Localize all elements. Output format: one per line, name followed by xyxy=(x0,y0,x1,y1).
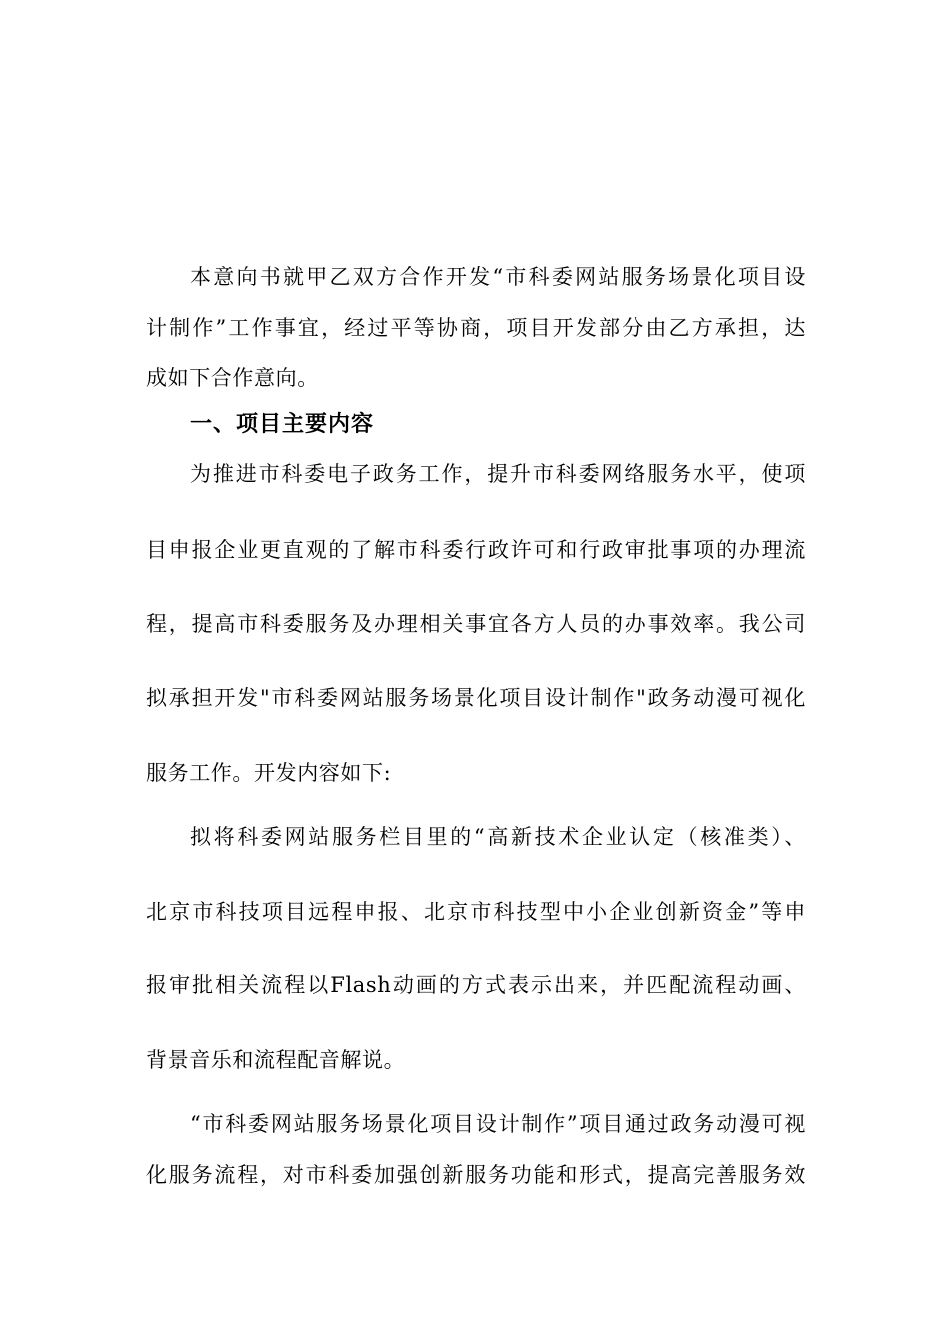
section-heading: 一、项目主要内容 xyxy=(190,412,375,437)
para2-line-1: 拟将科委网站服务栏目里的“高新技术企业认定（核准类）、 xyxy=(190,825,806,849)
para2-line-2: 北京市科技项目远程申报、北京市科技型中小企业创新资金”等申 xyxy=(146,900,806,924)
para3-line-1: “市科委网站服务场景化项目设计制作”项目通过政务动漫可视 xyxy=(190,1112,806,1136)
para1-line-3: 程，提高市科委服务及办理相关事宜各方人员的办事效率。我公司 xyxy=(146,612,806,636)
intro-line-1: 本意向书就甲乙双方合作开发“市科委网站服务场景化项目设 xyxy=(190,265,806,289)
para2-line-4: 背景音乐和流程配音解说。 xyxy=(146,1048,406,1072)
para2-line-3: 报审批相关流程以Flash动画的方式表示出来，并匹配流程动画、 xyxy=(146,973,806,997)
intro-line-2: 计制作”工作事宜，经过平等协商，项目开发部分由乙方承担，达 xyxy=(146,316,806,340)
intro-line-3: 成如下合作意向。 xyxy=(146,366,319,390)
para3-line-2: 化服务流程，对市科委加强创新服务功能和形式，提高完善服务效 xyxy=(146,1163,806,1187)
para1-line-5: 服务工作。开发内容如下: xyxy=(146,761,392,785)
para1-line-1: 为推进市科委电子政务工作，提升市科委网络服务水平，使项 xyxy=(190,462,806,486)
para1-line-2: 目申报企业更直观的了解市科委行政许可和行政审批事项的办理流 xyxy=(146,538,806,562)
para1-line-4: 拟承担开发"市科委网站服务场景化项目设计制作"政务动漫可视化 xyxy=(146,686,806,710)
